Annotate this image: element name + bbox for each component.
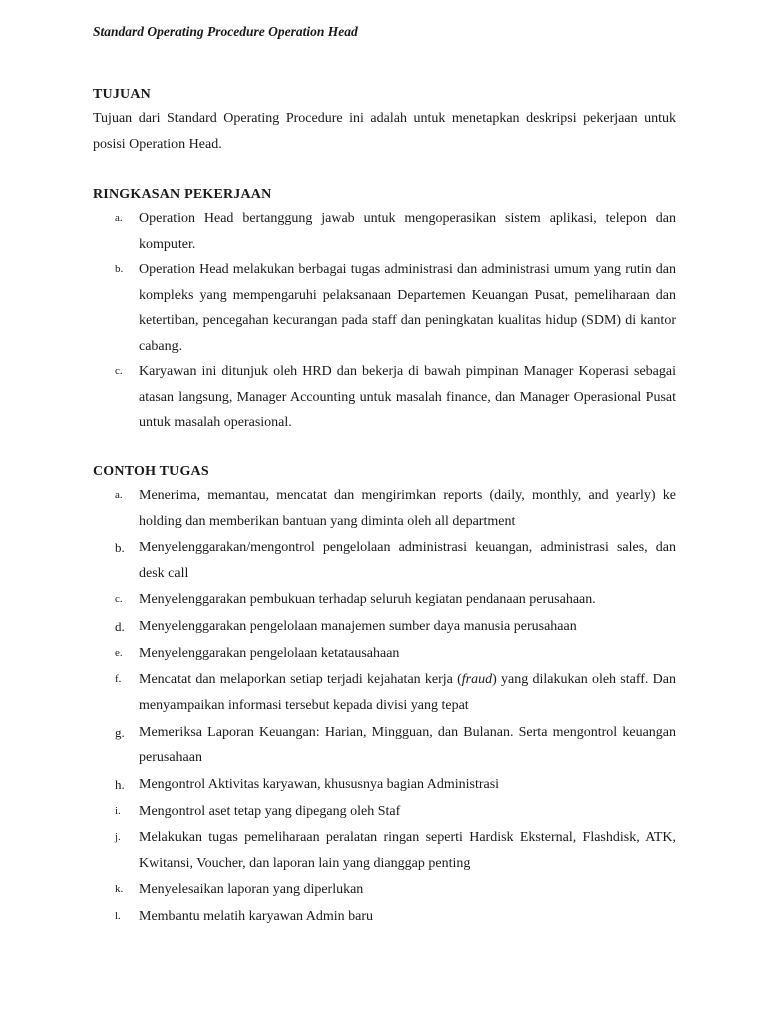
- tujuan-text: Tujuan dari Standard Operating Procedure ini adalah untuk menetapkan deskripsi pekerjaan untuk posisi Operation Head.: [93, 111, 676, 152]
- section-contoh-tugas: [93, 461, 676, 931]
- list-item-text: Mengontrol Aktivitas karyawan, khususnya bagian Administrasi: [139, 776, 500, 792]
- list-item-text: Karyawan ini ditunjuk oleh HRD dan bekerja di bawah pimpinan Manager Koperasi sebagai atasan langsung, Manager Accounting untuk masalah finance, dan Manager Operasional Pusat untuk masalah operasional.: [139, 364, 676, 430]
- list-item-text-after: ) yang dilakukan oleh staff. Dan menyampaikan informasi tersebut kepada divisi yang tepat: [139, 672, 676, 713]
- list-marker: i.: [115, 804, 121, 817]
- list-item: [93, 904, 676, 930]
- list-item: [93, 359, 676, 436]
- list-marker: e.: [115, 646, 123, 659]
- list-item: [93, 772, 676, 798]
- list-marker: c.: [115, 593, 123, 606]
- fraud-term: fraud: [461, 672, 493, 688]
- list-item-text: Operation Head bertanggung jawab untuk mengoperasikan sistem aplikasi, telepon dan komputer.: [139, 211, 676, 252]
- list-marker: b.: [115, 540, 125, 556]
- list-item-text: Menyelenggarakan pengelolaan manajemen sumber daya manusia perusahaan: [139, 619, 577, 635]
- list-item: [93, 206, 676, 257]
- list-item-text: Menyelenggarakan/mengontrol pengelolaan administrasi keuangan, administrasi sales, dan desk call: [139, 540, 676, 581]
- list-marker: l.: [115, 910, 121, 923]
- list-item-text: Memeriksa Laporan Keuangan: Harian, Mingguan, dan Bulanan. Serta mengontrol keuangan perusahaan: [139, 724, 676, 766]
- list-item: [93, 799, 676, 825]
- list-item: [93, 257, 676, 359]
- list-item-text: Menyelenggarakan pembukuan terhadap seluruh kegiatan pendanaan perusahaan.: [139, 592, 596, 608]
- list-item: [93, 614, 676, 640]
- contoh-tugas-list: [93, 483, 676, 930]
- list-item: [93, 667, 676, 718]
- list-item-text: Menyelesaikan laporan yang diperlukan: [139, 882, 364, 898]
- section-tujuan: [93, 84, 676, 157]
- document-header: Standard Operating Procedure Operation Head: [93, 24, 358, 39]
- list-item-text: Menerima, memantau, mencatat dan mengirimkan reports (daily, monthly, and yearly) ke holding dan memberikan bantuan yang diminta oleh all department: [139, 488, 676, 529]
- list-item-text: Membantu melatih karyawan Admin baru: [139, 909, 374, 925]
- section-ringkasan-pekerjaan: [93, 184, 676, 436]
- list-marker: d.: [115, 619, 125, 635]
- list-item-text: Operation Head melakukan berbagai tugas administrasi dan administrasi umum yang rutin dan kompleks yang mempengaruhi pelaksanaan Departemen Keuangan Pusat, pemeliharaan dan ketertiban, pencegahan kecurangan pada staff dan peningkatan kualitas hidup (SDM) di kantor cabang.: [139, 262, 676, 354]
- list-marker: a.: [115, 489, 123, 501]
- heading-tujuan: TUJUAN: [93, 87, 151, 102]
- list-marker: a.: [115, 212, 123, 224]
- list-item: [93, 483, 676, 534]
- ringkasan-list: [93, 206, 676, 436]
- list-marker: j.: [115, 831, 121, 844]
- list-item-text: Melakukan tugas pemeliharaan peralatan ringan seperti Hardisk Eksternal, Flashdisk, ATK, Kwitansi, Voucher, dan laporan lain yang dianggap penting: [139, 830, 676, 871]
- list-item: [93, 825, 676, 876]
- list-item: [93, 641, 676, 667]
- heading-contoh-tugas: CONTOH TUGAS: [93, 464, 209, 479]
- list-item-text: Menyelenggarakan pengelolaan ketatausahaan: [139, 645, 400, 661]
- list-item-text-before: Mencatat dan melaporkan setiap terjadi kejahatan kerja (: [139, 672, 462, 688]
- list-marker: b.: [115, 263, 124, 275]
- list-item-text: Mengontrol aset tetap yang dipegang oleh Staf: [139, 803, 401, 819]
- list-item: [93, 720, 676, 771]
- list-item: [93, 587, 676, 613]
- list-marker: h.: [115, 776, 125, 792]
- list-marker: g.: [115, 724, 125, 740]
- heading-ringkasan-pekerjaan: RINGKASAN PEKERJAAN: [93, 187, 272, 202]
- list-marker: c.: [115, 365, 123, 377]
- list-marker: f.: [115, 673, 122, 686]
- list-item: [93, 535, 676, 586]
- list-item: [93, 877, 676, 903]
- list-marker: k.: [115, 883, 124, 896]
- list-item-text: [139, 667, 676, 718]
